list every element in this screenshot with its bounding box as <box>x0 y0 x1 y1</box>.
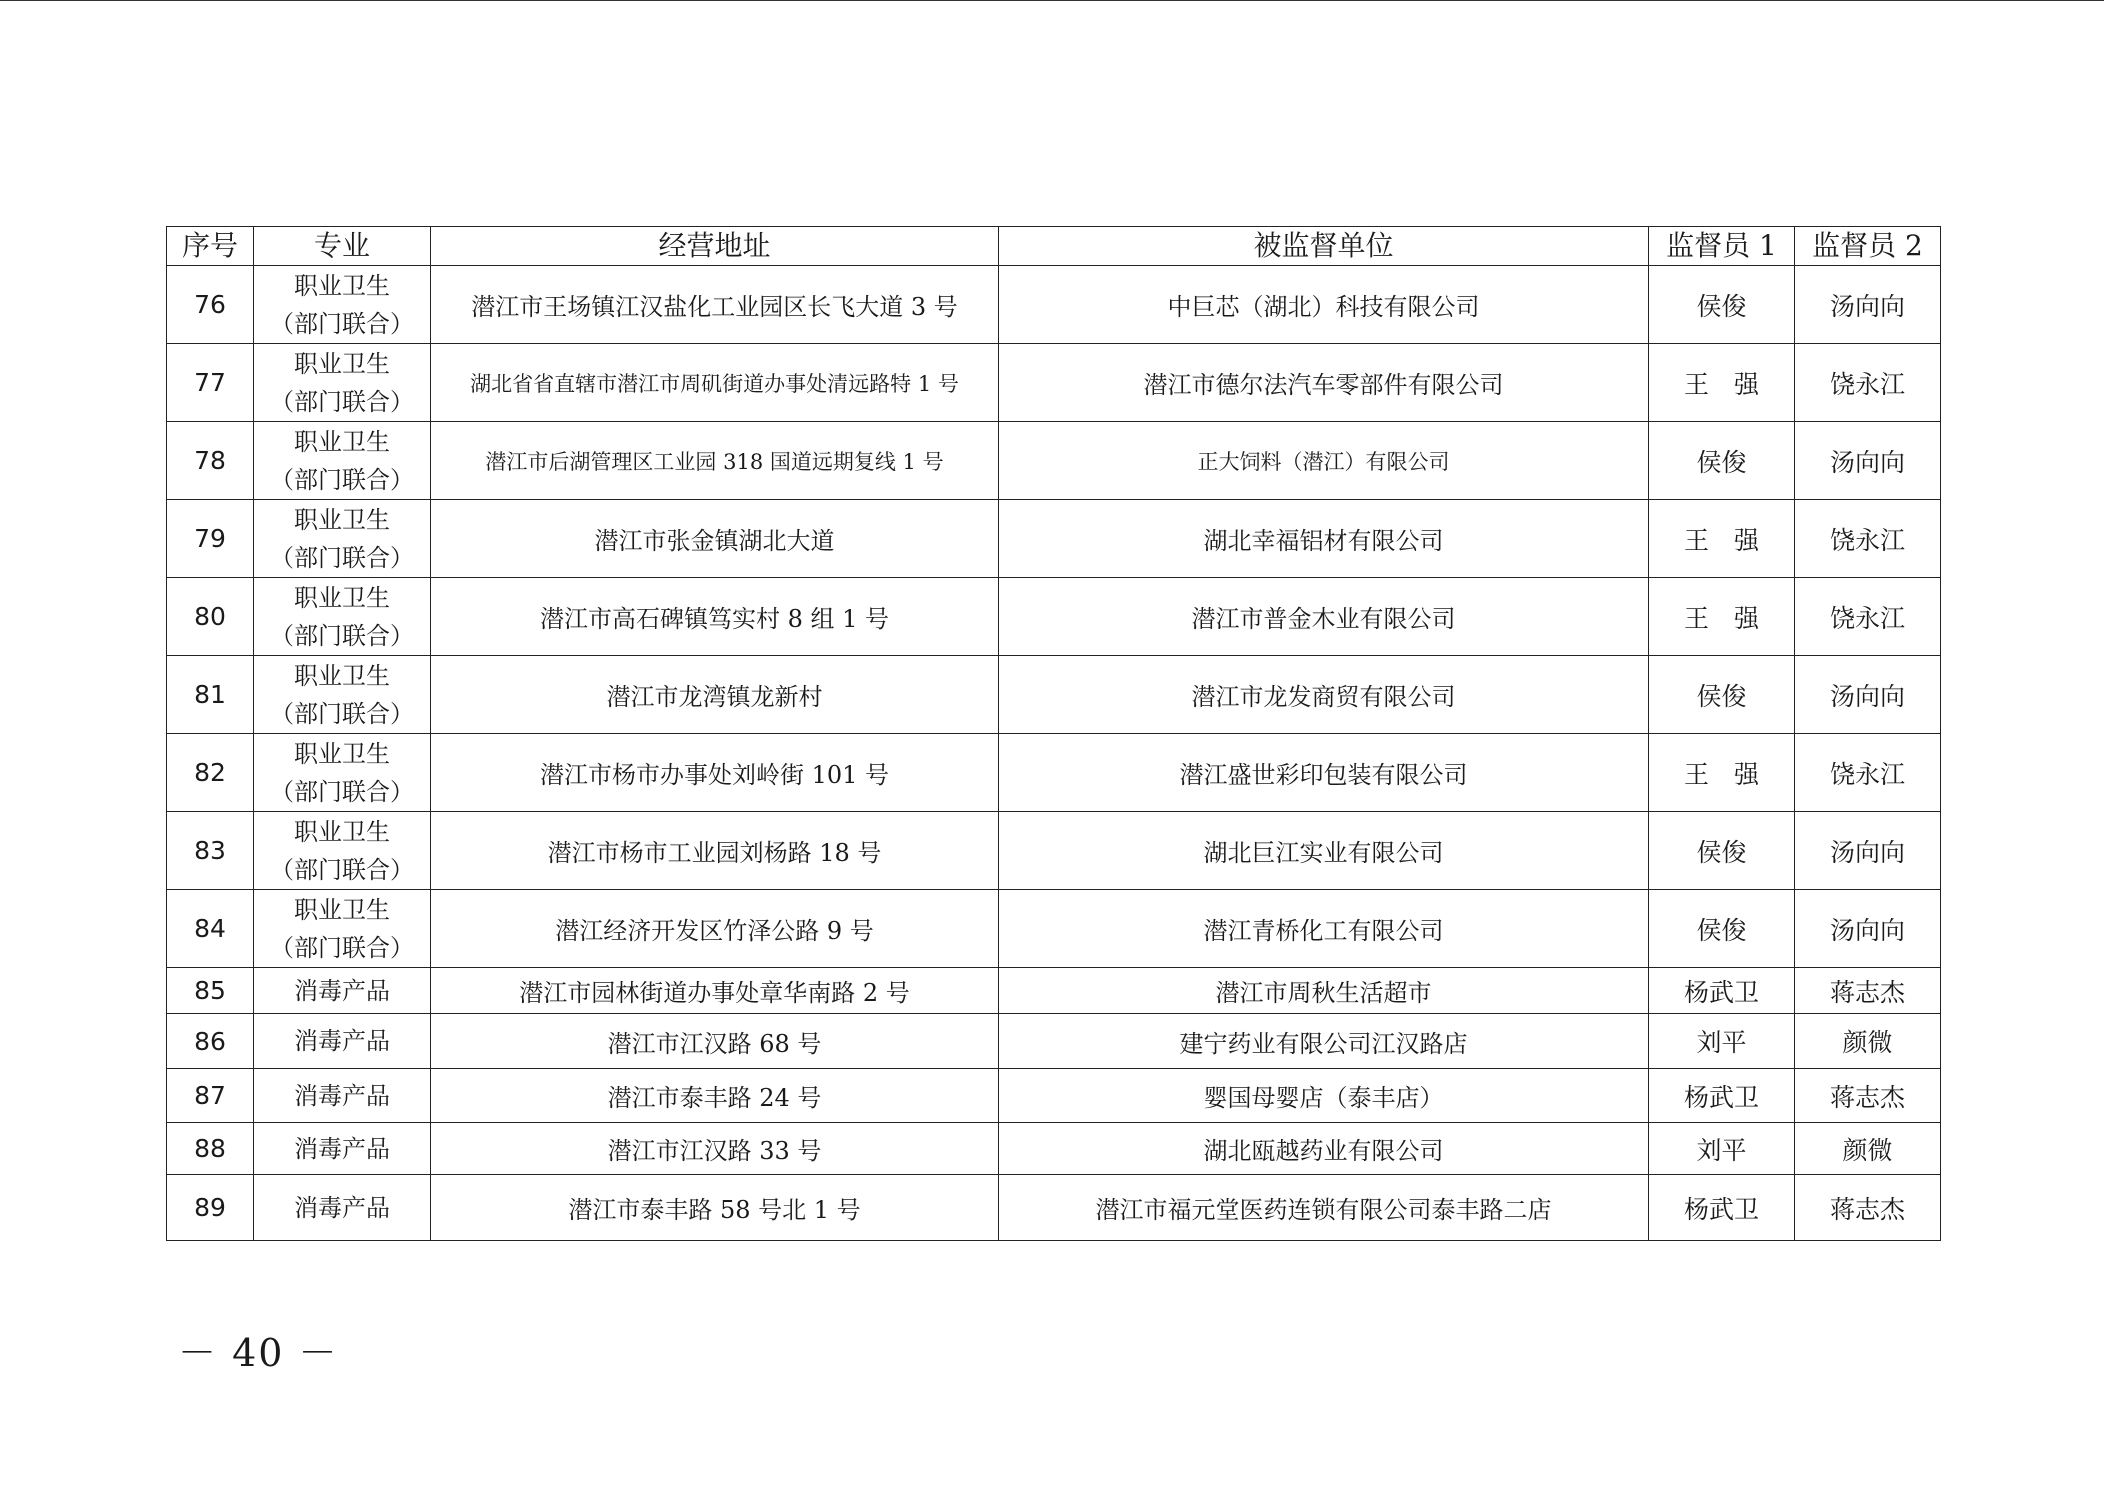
row-supervisor-1: 刘平 <box>1649 1014 1795 1069</box>
row-address: 潜江市江汉路 33 号 <box>431 1123 999 1175</box>
row-supervisor-1: 侯俊 <box>1649 812 1795 890</box>
table-row <box>167 890 1941 968</box>
row-supervisor-1: 侯俊 <box>1649 656 1795 734</box>
category-line: 职业卫生 <box>294 661 390 690</box>
row-no: 89 <box>167 1175 254 1241</box>
table-header-row <box>167 227 1941 266</box>
row-category <box>254 266 431 344</box>
row-unit: 潜江青桥化工有限公司 <box>999 890 1649 968</box>
category-line: （部门联合） <box>270 855 414 884</box>
row-supervisor-2: 汤向向 <box>1795 422 1941 500</box>
row-address: 潜江市后湖管理区工业园 318 国道远期复线 1 号 <box>431 422 999 500</box>
row-category: 消毒产品 <box>254 1069 431 1123</box>
row-supervisor-2: 饶永江 <box>1795 578 1941 656</box>
row-supervisor-2: 蒋志杰 <box>1795 1175 1941 1241</box>
row-supervisor-1: 侯俊 <box>1649 266 1795 344</box>
row-supervisor-1: 王 强 <box>1649 500 1795 578</box>
row-supervisor-2: 蒋志杰 <box>1795 1069 1941 1123</box>
category-line: 职业卫生 <box>294 349 390 378</box>
row-address: 潜江市张金镇湖北大道 <box>431 500 999 578</box>
row-no: 83 <box>167 812 254 890</box>
row-address: 潜江经济开发区竹泽公路 9 号 <box>431 890 999 968</box>
table-row <box>167 266 1941 344</box>
row-supervisor-1: 杨武卫 <box>1649 1069 1795 1123</box>
row-supervisor-2: 饶永江 <box>1795 344 1941 422</box>
row-unit: 中巨芯（湖北）科技有限公司 <box>999 266 1649 344</box>
category-line: 职业卫生 <box>294 583 390 612</box>
row-supervisor-2: 饶永江 <box>1795 500 1941 578</box>
row-address: 潜江市泰丰路 58 号北 1 号 <box>431 1175 999 1241</box>
row-supervisor-2: 汤向向 <box>1795 656 1941 734</box>
table-row <box>167 422 1941 500</box>
row-address: 潜江市江汉路 68 号 <box>431 1014 999 1069</box>
table-row <box>167 500 1941 578</box>
row-no: 76 <box>167 266 254 344</box>
header-supervisor-1: 监督员 1 <box>1649 227 1795 266</box>
row-supervisor-2: 蒋志杰 <box>1795 968 1941 1014</box>
row-no: 85 <box>167 968 254 1014</box>
row-supervisor-1: 王 强 <box>1649 578 1795 656</box>
row-address: 潜江市泰丰路 24 号 <box>431 1069 999 1123</box>
table-row <box>167 344 1941 422</box>
row-address: 湖北省省直辖市潜江市周矶街道办事处清远路特 1 号 <box>431 344 999 422</box>
category-line: 职业卫生 <box>294 505 390 534</box>
row-supervisor-1: 杨武卫 <box>1649 1175 1795 1241</box>
row-address: 潜江市龙湾镇龙新村 <box>431 656 999 734</box>
table-row <box>167 1069 1941 1123</box>
table-row <box>167 1175 1941 1241</box>
row-unit: 正大饲料（潜江）有限公司 <box>999 422 1649 500</box>
row-supervisor-1: 刘平 <box>1649 1123 1795 1175</box>
table-row <box>167 1123 1941 1175</box>
category-line: 职业卫生 <box>294 739 390 768</box>
category-line: （部门联合） <box>270 933 414 962</box>
row-category <box>254 734 431 812</box>
row-category <box>254 890 431 968</box>
row-unit: 湖北瓯越药业有限公司 <box>999 1123 1649 1175</box>
supervision-table <box>166 226 1941 1241</box>
row-unit: 湖北巨江实业有限公司 <box>999 812 1649 890</box>
category-line: 职业卫生 <box>294 427 390 456</box>
table-row <box>167 1014 1941 1069</box>
row-unit: 潜江市福元堂医药连锁有限公司泰丰路二店 <box>999 1175 1649 1241</box>
row-supervisor-2: 颜微 <box>1795 1123 1941 1175</box>
row-unit: 潜江市普金木业有限公司 <box>999 578 1649 656</box>
top-border-line <box>0 0 2104 1</box>
table-row <box>167 656 1941 734</box>
row-category <box>254 812 431 890</box>
row-supervisor-1: 杨武卫 <box>1649 968 1795 1014</box>
row-unit: 湖北幸福铝材有限公司 <box>999 500 1649 578</box>
category-line: （部门联合） <box>270 465 414 494</box>
row-category: 消毒产品 <box>254 1175 431 1241</box>
row-address: 潜江市杨市办事处刘岭街 101 号 <box>431 734 999 812</box>
row-supervisor-1: 王 强 <box>1649 734 1795 812</box>
row-supervisor-2: 汤向向 <box>1795 812 1941 890</box>
table-row <box>167 578 1941 656</box>
header-category: 专业 <box>254 227 431 266</box>
row-address: 潜江市王场镇江汉盐化工业园区长飞大道 3 号 <box>431 266 999 344</box>
row-supervisor-1: 侯俊 <box>1649 422 1795 500</box>
row-no: 78 <box>167 422 254 500</box>
row-no: 77 <box>167 344 254 422</box>
row-supervisor-2: 汤向向 <box>1795 890 1941 968</box>
row-category <box>254 656 431 734</box>
table-row <box>167 734 1941 812</box>
row-no: 87 <box>167 1069 254 1123</box>
category-line: （部门联合） <box>270 309 414 338</box>
row-unit: 婴国母婴店（泰丰店） <box>999 1069 1649 1123</box>
category-line: 职业卫生 <box>294 817 390 846</box>
row-unit: 潜江市周秋生活超市 <box>999 968 1649 1014</box>
row-address: 潜江市杨市工业园刘杨路 18 号 <box>431 812 999 890</box>
row-category <box>254 578 431 656</box>
header-no: 序号 <box>167 227 254 266</box>
category-line: 职业卫生 <box>294 271 390 300</box>
row-no: 79 <box>167 500 254 578</box>
row-category: 消毒产品 <box>254 1014 431 1069</box>
row-address: 潜江市园林街道办事处章华南路 2 号 <box>431 968 999 1014</box>
row-no: 81 <box>167 656 254 734</box>
row-no: 86 <box>167 1014 254 1069</box>
row-category: 消毒产品 <box>254 968 431 1014</box>
row-no: 84 <box>167 890 254 968</box>
row-no: 80 <box>167 578 254 656</box>
header-unit: 被监督单位 <box>999 227 1649 266</box>
row-unit: 潜江市德尔法汽车零部件有限公司 <box>999 344 1649 422</box>
row-supervisor-2: 颜微 <box>1795 1014 1941 1069</box>
row-supervisor-1: 王 强 <box>1649 344 1795 422</box>
category-line: （部门联合） <box>270 543 414 572</box>
row-supervisor-2: 汤向向 <box>1795 266 1941 344</box>
row-unit: 建宁药业有限公司江汉路店 <box>999 1014 1649 1069</box>
row-category <box>254 344 431 422</box>
row-supervisor-1: 侯俊 <box>1649 890 1795 968</box>
category-line: （部门联合） <box>270 387 414 416</box>
table-row <box>167 812 1941 890</box>
row-supervisor-2: 饶永江 <box>1795 734 1941 812</box>
table-row <box>167 968 1941 1014</box>
category-line: （部门联合） <box>270 621 414 650</box>
row-category <box>254 500 431 578</box>
row-category <box>254 422 431 500</box>
page-number: － 40 － <box>178 1331 339 1375</box>
row-category: 消毒产品 <box>254 1123 431 1175</box>
row-unit: 潜江盛世彩印包装有限公司 <box>999 734 1649 812</box>
category-line: 职业卫生 <box>294 895 390 924</box>
category-line: （部门联合） <box>270 699 414 728</box>
row-address: 潜江市高石碑镇笃实村 8 组 1 号 <box>431 578 999 656</box>
header-address: 经营地址 <box>431 227 999 266</box>
row-no: 88 <box>167 1123 254 1175</box>
row-no: 82 <box>167 734 254 812</box>
row-unit: 潜江市龙发商贸有限公司 <box>999 656 1649 734</box>
header-supervisor-2: 监督员 2 <box>1795 227 1941 266</box>
table-body <box>167 266 1941 1241</box>
category-line: （部门联合） <box>270 777 414 806</box>
